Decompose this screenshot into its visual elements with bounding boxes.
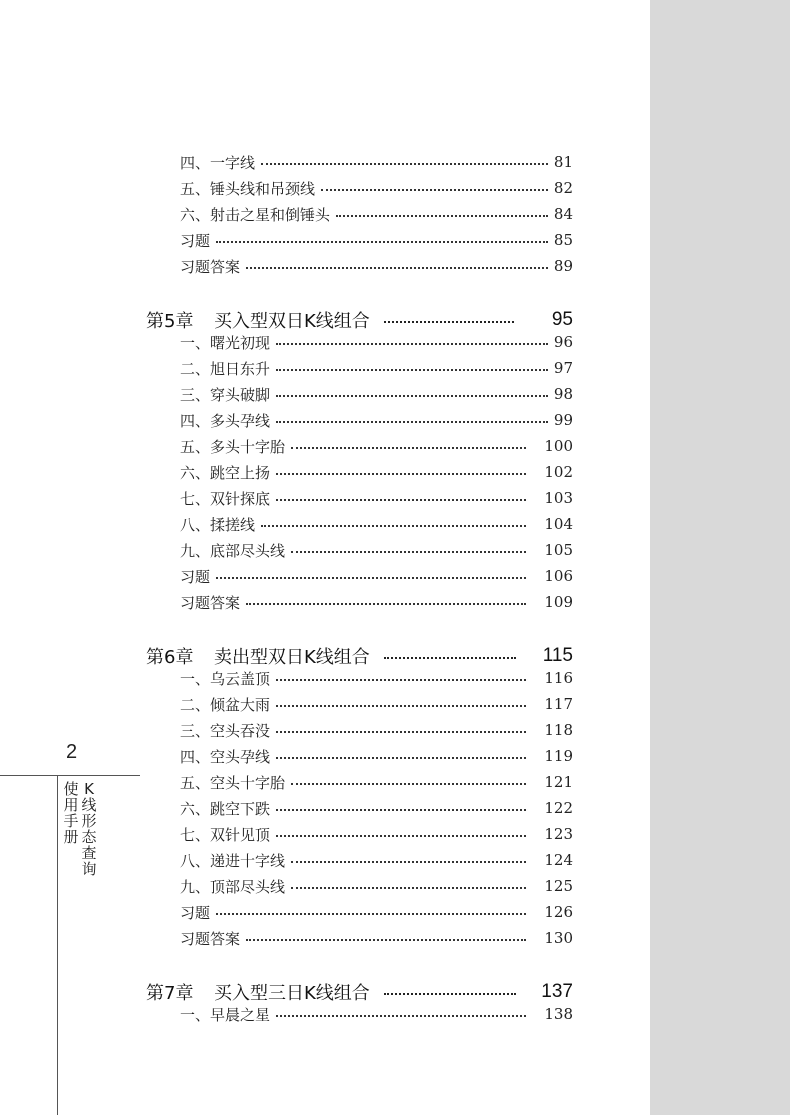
toc-entry-page: 84 [553,205,573,223]
toc-entry-page: 125 [544,877,573,895]
toc-entry-page: 130 [544,929,573,947]
dot-leader [276,421,548,423]
dot-leader [246,603,526,605]
dot-leader [384,993,516,995]
toc-entry[interactable] [180,149,573,175]
chapter-page: 137 [541,981,573,1002]
toc-entry[interactable] [180,873,573,899]
toc-entry-label: 四、多头孕线 [180,411,271,430]
dot-leader [246,267,548,269]
toc-entry-label: 习题答案 [180,929,241,948]
dot-leader [276,395,548,397]
toc-entry-label: 七、双针见顶 [180,825,271,844]
dot-leader [384,321,514,323]
chapter-page: 115 [542,645,573,666]
dot-leader [216,913,526,915]
dot-leader [291,447,526,449]
toc-entry-label: 七、双针探底 [180,489,271,508]
toc-entry[interactable] [180,743,573,769]
toc-entry-page: 105 [544,541,573,559]
toc-entry[interactable] [180,847,573,873]
toc-entry-page: 117 [544,695,573,713]
dot-leader [336,215,548,217]
dot-leader [291,887,526,889]
toc-entry-page: 126 [544,903,573,921]
toc-entry-label: 习题 [180,231,211,250]
dot-leader [276,343,548,345]
dot-leader [216,241,548,243]
toc-entry[interactable] [180,665,573,691]
toc-entry[interactable] [180,433,573,459]
toc-entry-label: 四、空头孕线 [180,747,271,766]
dot-leader [276,369,548,371]
toc-entry[interactable] [180,407,573,433]
dot-leader [276,835,526,837]
toc-entry-page: 98 [553,385,573,403]
dot-leader [291,861,526,863]
toc-entry-page: 89 [553,257,573,275]
dot-leader [321,189,548,191]
toc-entry[interactable] [180,175,573,201]
toc-entry-page: 123 [544,825,573,843]
dot-leader [276,499,526,501]
toc-entry-label: 二、倾盆大雨 [180,695,271,714]
dot-leader [291,783,526,785]
toc-entry-label: 习题答案 [180,593,241,612]
toc-entry[interactable] [180,1001,573,1027]
toc-entry[interactable] [180,511,573,537]
dot-leader [276,705,526,707]
toc-entry-page: 85 [553,231,573,249]
toc-entry-page: 82 [553,179,573,197]
toc-entry[interactable] [180,459,573,485]
toc-entry-page: 100 [544,437,573,455]
page-right-margin [650,0,790,1115]
dot-leader [216,577,526,579]
toc-entry-page: 106 [544,567,573,585]
toc-entry-page: 81 [553,153,573,171]
dot-leader [276,731,526,733]
toc-entry[interactable] [180,355,573,381]
toc-entry-label: 三、穿头破脚 [180,385,271,404]
toc-entry-page: 102 [544,463,573,481]
toc-entry-label: 一、曙光初现 [180,333,271,352]
toc-entry-label: 习题 [180,903,211,922]
chapter-title: 买入型三日K线组合 [214,983,370,1004]
toc-entry[interactable] [180,201,573,227]
dot-leader [246,939,526,941]
toc-entry-page: 124 [544,851,573,869]
sidebar-divider-vertical [57,775,58,1115]
chapter-number: 第7章 [146,983,194,1004]
toc-entry[interactable] [180,537,573,563]
toc-entry-label: 五、锤头线和吊颈线 [180,179,316,198]
page-number: 2 [66,741,78,763]
book-title-column-1: 使用手册 [63,780,79,846]
toc-entry-label: 八、递进十字线 [180,851,286,870]
toc-entry[interactable] [180,485,573,511]
toc-entry[interactable] [180,381,573,407]
dot-leader [276,473,526,475]
dot-leader [384,657,516,659]
toc-entry-label: 二、旭日东升 [180,359,271,378]
toc-entry-page: 103 [544,489,573,507]
toc-entry[interactable] [180,563,573,589]
toc-entry-label: 五、空头十字胎 [180,773,286,792]
toc-entry-label: 习题 [180,567,211,586]
toc-entry-label: 五、多头十字胎 [180,437,286,456]
toc-entry-page: 97 [553,359,573,377]
book-title-column-2: K线形态查询 [81,780,97,878]
chapter-title: 卖出型双日K线组合 [214,647,370,668]
sidebar-divider-horizontal [0,775,140,776]
chapter-number: 第5章 [146,311,194,332]
dot-leader [276,809,526,811]
toc-entry-label: 习题答案 [180,257,241,276]
dot-leader [276,757,526,759]
dot-leader [276,679,526,681]
toc-entry[interactable] [180,899,573,925]
toc-entry-label: 一、乌云盖顶 [180,669,271,688]
toc-entry-page: 122 [544,799,573,817]
toc-entry[interactable] [180,227,573,253]
toc-entry[interactable] [180,795,573,821]
toc-entry[interactable] [180,769,573,795]
toc-entry-label: 一、早晨之星 [180,1005,271,1024]
chapter-page: 95 [551,309,573,330]
dot-leader [261,163,548,165]
toc-entry-page: 116 [544,669,573,687]
toc-entry[interactable] [180,329,573,355]
toc-entry-label: 八、揉搓线 [180,515,256,534]
toc-entry-label: 九、顶部尽头线 [180,877,286,896]
toc-entry-label: 九、底部尽头线 [180,541,286,560]
toc-entry-page: 96 [553,333,573,351]
toc-entry[interactable] [180,925,573,951]
toc-entry[interactable] [180,821,573,847]
toc-entry-label: 四、一字线 [180,153,256,172]
dot-leader [276,1015,526,1017]
toc-entry-page: 99 [553,411,573,429]
toc-entry-label: 六、跳空下跌 [180,799,271,818]
chapter-title: 买入型双日K线组合 [214,311,370,332]
chapter-number: 第6章 [146,647,194,668]
toc-entry-page: 109 [544,593,573,611]
toc-entry-page: 118 [544,721,573,739]
toc-entry-page: 119 [544,747,573,765]
toc-entry-label: 六、跳空上扬 [180,463,271,482]
toc-entry-page: 104 [544,515,573,533]
toc-entry[interactable] [180,253,573,279]
toc-entry-page: 121 [544,773,573,791]
toc-entry[interactable] [180,717,573,743]
toc-entry[interactable] [180,589,573,615]
dot-leader [291,551,526,553]
toc-entry-label: 三、空头吞没 [180,721,271,740]
toc-entry-label: 六、射击之星和倒锤头 [180,205,331,224]
dot-leader [261,525,526,527]
toc-entry-page: 138 [544,1005,573,1023]
toc-entry[interactable] [180,691,573,717]
